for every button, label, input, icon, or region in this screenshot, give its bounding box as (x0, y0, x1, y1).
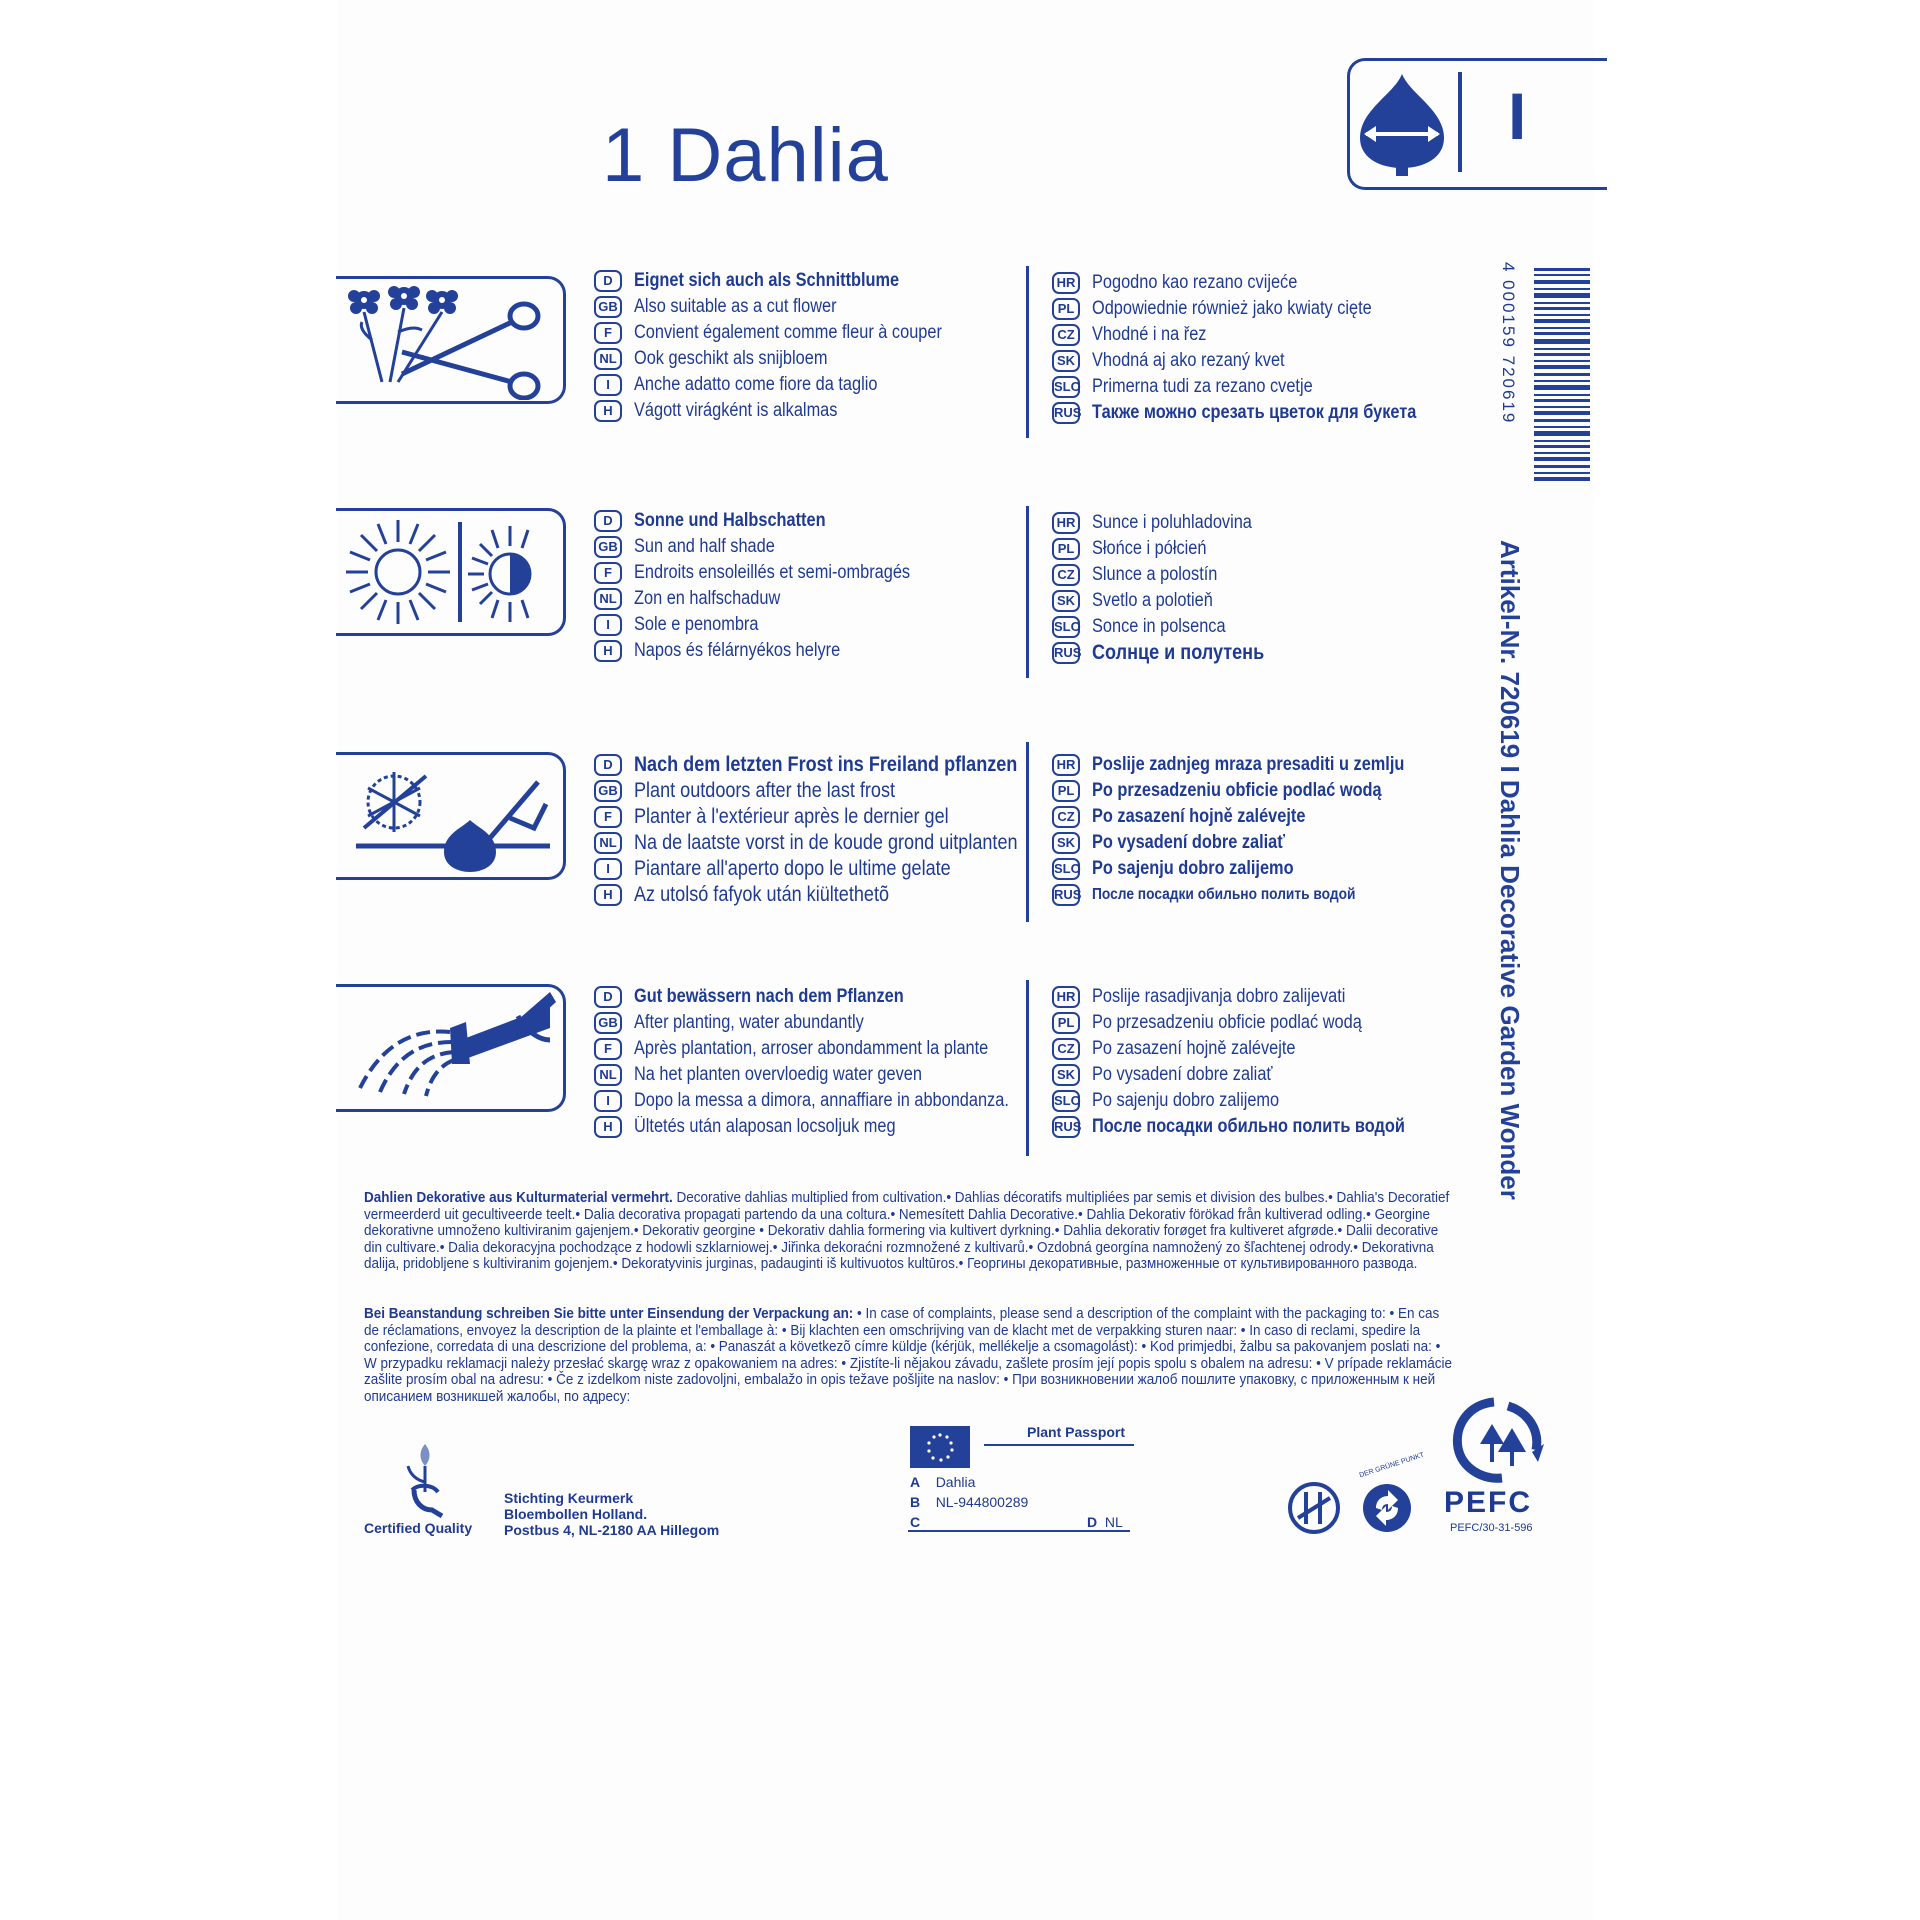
instruction-text: Après plantation, arroser abondamment la plante (634, 1038, 989, 1059)
instruction-text: Vhodná aj ako rezaný kvet (1092, 350, 1285, 371)
lang-code: SLO (1052, 376, 1080, 398)
lang-row (594, 586, 955, 612)
section-1-right (1052, 270, 1469, 426)
lang-code: RUS (1052, 884, 1080, 906)
instruction-text: Солнце и полутень (1092, 641, 1265, 664)
lang-row (1052, 856, 1455, 882)
lang-row (594, 804, 1080, 830)
lang-code: PL (1052, 780, 1080, 802)
lang-code: I (594, 1090, 622, 1112)
instruction-text: Zon en halfschaduw (634, 588, 781, 609)
lang-row (1052, 830, 1455, 856)
instruction-text: Napos és félárnyékos helyre (634, 640, 841, 661)
lang-code: HR (1052, 754, 1080, 776)
lang-code: H (594, 884, 622, 906)
passport-d-label: D (1087, 1514, 1098, 1530)
lang-code: D (594, 754, 622, 776)
lang-code: RUS (1052, 402, 1080, 424)
lang-code: GB (594, 780, 622, 802)
section-2-left (594, 508, 955, 664)
instruction-text: Sunce i poluhladovina (1092, 512, 1252, 533)
lang-row (1052, 1036, 1456, 1062)
instruction-text: Po zasazení hojně zalévejte (1092, 806, 1306, 827)
pefc-label: PEFC (1444, 1486, 1533, 1519)
instruction-text: Endroits ensoleillés et semi-ombragés (634, 562, 911, 583)
instruction-text: Nach dem letzten Frost ins Freiland pflanzen (634, 753, 1018, 776)
instruction-text: Slunce a polostín (1092, 564, 1218, 585)
instruction-text: Po przesadzeniu obficie podlać wodą (1092, 1012, 1362, 1033)
instruction-text: Gut bewässern nach dem Pflanzen (634, 986, 904, 1007)
lang-row (1052, 778, 1455, 804)
passport-a-value: Dahlia (935, 1474, 976, 1490)
instruction-text: Az utolsó fafyok után kiültethetõ (634, 883, 890, 906)
instruction-text: Convient également comme fleur à couper (634, 322, 942, 343)
lang-code: GB (594, 1012, 622, 1034)
instruction-text: Ook geschikt als snijbloem (634, 348, 828, 369)
section-1-divider (1026, 266, 1029, 438)
lang-code: SLO (1052, 616, 1080, 638)
bulb-box-separator (1458, 72, 1462, 172)
lang-code: NL (594, 588, 622, 610)
instruction-text: Po sajenju dobro zalijemo (1092, 1090, 1280, 1111)
lang-code: HR (1052, 986, 1080, 1008)
lang-code: H (594, 1116, 622, 1138)
lang-code: I (594, 614, 622, 636)
plant-passport-title: Plant Passport (1027, 1424, 1126, 1440)
instruction-text: Piantare all'aperto dopo le ultime gelate (634, 857, 951, 880)
lang-code: RUS (1052, 1116, 1080, 1138)
passport-row-d (1087, 1514, 1123, 1530)
lang-row (1052, 296, 1469, 322)
lang-row (594, 268, 992, 294)
lang-row (1052, 984, 1456, 1010)
lang-row (594, 1036, 1070, 1062)
instruction-text: Plant outdoors after the last frost (634, 779, 896, 802)
lang-row (594, 752, 1080, 778)
instruction-text: Sonce in polsenca (1092, 616, 1226, 637)
lang-row (1052, 1114, 1456, 1140)
lang-row (594, 1088, 1070, 1114)
instruction-text: Planter à l'extérieur après le dernier gel (634, 805, 949, 828)
cultivation-lead: Dahlien Dekorative aus Kulturmaterial vermehrt. (364, 1190, 673, 1206)
instruction-text: Po vysadení dobre zaliať (1092, 832, 1286, 853)
lang-row (594, 778, 1080, 804)
lang-code: NL (594, 832, 622, 854)
passport-a-label: A (910, 1474, 921, 1490)
green-dot-label: DER GRÜNE PUNKT (1358, 1451, 1426, 1480)
instruction-text: Vágott virágként is alkalmas (634, 400, 838, 421)
lang-row (1052, 348, 1469, 374)
passport-title-rule (984, 1444, 1134, 1446)
lang-row (594, 346, 992, 372)
lang-code: PL (1052, 1012, 1080, 1034)
lang-code: F (594, 322, 622, 344)
lang-code: SK (1052, 832, 1080, 854)
lang-row (1052, 882, 1455, 908)
cut-flower-icon (342, 282, 552, 400)
instruction-text: Słońce i półcień (1092, 538, 1207, 559)
section-4-right (1052, 984, 1456, 1140)
lang-code: NL (594, 348, 622, 370)
instruction-text: Po przesadzeniu obficie podlać wodą (1092, 780, 1382, 801)
instruction-text: После посадки обильно полить водой (1092, 1116, 1405, 1137)
passport-row-c-label: C (910, 1514, 921, 1530)
lang-code: HR (1052, 512, 1080, 534)
lang-code: I (594, 858, 622, 880)
lang-row (594, 1062, 1070, 1088)
passport-bottom-rule (908, 1530, 1130, 1532)
lang-row (594, 294, 992, 320)
lang-row (594, 612, 955, 638)
lang-row (1052, 1088, 1456, 1114)
lang-code: HR (1052, 272, 1080, 294)
lang-code: SK (1052, 1064, 1080, 1086)
lang-row (594, 560, 955, 586)
lang-row (1052, 614, 1292, 640)
instruction-text: После посадки обильно полить водой (1092, 886, 1356, 903)
lang-row (1052, 752, 1455, 778)
product-title: 1 Dahlia (602, 113, 889, 198)
lang-code: CZ (1052, 564, 1080, 586)
instruction-text: After planting, water abundantly (634, 1012, 864, 1033)
instruction-text: Dopo la messa a dimora, annaffiare in abbondanza. (634, 1090, 1009, 1111)
size-grade: I (1508, 79, 1527, 153)
complaints-body: • In case of complaints, please send a description of the complaint with the packaging to: • En cas de réclamations, envoyez la description de la plainte et l'emballage à: • Bij klachten een omschrijving van de klacht met de verpakking sturen naar: • In caso di reclami, spedire la confezione, corredata di una descrizione del problema, a: • Panaszát a következõ címre küldje (kérjük, mellékelje a csomagolást): • Kod primjedbi, žalbu sa pakovanjem poslati na: • W przypadku reklamacji należy przesłać skargę wraz z opakowaniem na adres: • Zjistíte-li nějakou závadu, zašlete prosím její popis spolu s obalem na adresu: • V prípade reklamácie zašlite prosím obal na adresu: • Če z izdelkom niste zadovoljni, embalažo in opis težave pošljite na naslov: • При возникновении жалоб пошлите упаковку, с приложенным к ней описанием возникшей жалобы, по адресу: (364, 1306, 1453, 1405)
lang-row (1052, 510, 1292, 536)
lang-row (594, 534, 955, 560)
lang-code: CZ (1052, 1038, 1080, 1060)
lang-code: F (594, 806, 622, 828)
address-line: Bloembollen Holland. (504, 1506, 648, 1522)
lang-row (594, 508, 955, 534)
keurmerk-logo-icon (398, 1440, 452, 1520)
instruction-text: Anche adatto come fiore da taglio (634, 374, 878, 395)
lang-row (1052, 562, 1292, 588)
passport-b-label: B (910, 1494, 921, 1510)
section-3-right (1052, 752, 1455, 908)
instruction-text: Sun and half shade (634, 536, 775, 557)
bulb-size-icon (1352, 70, 1452, 180)
lang-code: NL (594, 1064, 622, 1086)
lang-code: F (594, 1038, 622, 1060)
passport-row-b (910, 1494, 1028, 1510)
instruction-text: Po zasazení hojně zalévejte (1092, 1038, 1296, 1059)
lang-row (1052, 374, 1469, 400)
address-line: Stichting Keurmerk (504, 1490, 634, 1506)
lang-row (1052, 640, 1292, 666)
lang-code: SK (1052, 590, 1080, 612)
instruction-text: Ültetés után alaposan locsoljuk meg (634, 1116, 896, 1137)
cultivation-paragraph (364, 1190, 1452, 1273)
lang-code: CZ (1052, 806, 1080, 828)
lang-row (1052, 400, 1469, 426)
lang-code: F (594, 562, 622, 584)
certified-quality-label: Certified Quality (364, 1520, 473, 1536)
instruction-text: Po sajenju dobro zalijemo (1092, 858, 1294, 879)
section-1-left (594, 268, 992, 424)
instruction-text: Primerna tudi za rezano cvetje (1092, 376, 1313, 397)
passport-b-value: NL-944800289 (935, 1494, 1029, 1510)
lang-code: SLO (1052, 858, 1080, 880)
cultivation-body: Decorative dahlias multiplied from cultivation.• Dahlias décoratifs multipliées par semis et division des bulbes.• Dahlia's Decoratief vermeerderd uit gecultiveerde teelt.• Dalia decorativa propagati partendo da una coltura.• Nemesített Dahlia Decorative.• Dahlia Dekorativ förökad från kultiverad odling.• Georgine dekorativne umnoženo kultiviranim gajenjem.• Dekorativ georgine • Dekorativ dahlia formering via kultivert dyrkning.• Dahlia dekorativ forøget fra kultiveret afgrøde.• Dalii decorative din cultivare.• Dalia dekoracyjna pochodzące z hodowli szklarniowej.• Jiřinka dekoraćni rozmnožené z kultivarů.• Ozdobná georgína namnožený zo šľachtenej odrody.• Dekorativna dalija, pridobljene s kultiviranim gojenjem.• Dekoratyvinis jurginas, padauginti iš kultivuotos kultūros.• Георгины декоративные, размноженные от культивированного развода. (364, 1190, 1450, 1272)
lang-code: D (594, 510, 622, 532)
lang-row (1052, 804, 1455, 830)
instruction-text: Poslije zadnjeg mraza presaditi u zemlju (1092, 754, 1405, 775)
lang-row (594, 372, 992, 398)
lang-code: SLO (1052, 1090, 1080, 1112)
lang-row (594, 320, 992, 346)
lang-row (594, 856, 1080, 882)
lang-code: GB (594, 536, 622, 558)
lang-row (1052, 1062, 1456, 1088)
instruction-text: Vhodné i na řez (1092, 324, 1207, 345)
lang-row (1052, 1010, 1456, 1036)
instruction-text: Pogodno kao rezano cvijeće (1092, 272, 1298, 293)
lang-row (594, 984, 1070, 1010)
lang-row (1052, 270, 1469, 296)
instruction-text: Sole e penombra (634, 614, 759, 635)
section-4-left (594, 984, 1070, 1140)
lang-code: D (594, 986, 622, 1008)
lang-code: PL (1052, 538, 1080, 560)
passport-row-a (910, 1474, 975, 1490)
sun-half-shade-icon (342, 516, 560, 628)
plant-after-frost-icon (350, 758, 560, 874)
lang-code: SK (1052, 350, 1080, 372)
instruction-text: Sonne und Halbschatten (634, 510, 826, 531)
complaints-lead: Bei Beanstandung schreiben Sie bitte unter Einsendung der Verpackung an: (364, 1306, 854, 1322)
lang-code: I (594, 374, 622, 396)
lang-code: PL (1052, 298, 1080, 320)
section-3-left (594, 752, 1080, 908)
lang-row (594, 1010, 1070, 1036)
lang-row (594, 638, 955, 664)
instruction-text: Po vysadení dobre zaliať (1092, 1064, 1273, 1085)
lang-row (594, 1114, 1070, 1140)
lang-row (1052, 536, 1292, 562)
instruction-text: Odpowiednie również jako kwiaty cięte (1092, 298, 1372, 319)
lang-code: CZ (1052, 324, 1080, 346)
instruction-text: Eignet sich auch als Schnittblume (634, 270, 900, 291)
lang-code: H (594, 400, 622, 422)
pefc-code: PEFC/30-31-596 (1450, 1522, 1533, 1534)
lang-row (1052, 588, 1292, 614)
instruction-text: Svetlo a polotieň (1092, 590, 1213, 611)
lang-row (594, 398, 992, 424)
address-line: Postbus 4, NL-2180 AA Hillegom (504, 1522, 720, 1538)
section-2-divider (1026, 506, 1029, 678)
lang-row (594, 882, 1080, 908)
eu-flag-icon (910, 1426, 970, 1468)
watering-can-icon (350, 988, 560, 1104)
article-vertical-text: Artikel-Nr. 720619 I Dahlia Decorative Garden Wonder (1495, 540, 1525, 1200)
lang-row (594, 830, 1080, 856)
instruction-text: Also suitable as a cut flower (634, 296, 837, 317)
lang-code: GB (594, 296, 622, 318)
instruction-text: Также можно срезать цветок для букета (1092, 402, 1417, 423)
barcode-number: 4 000159 720619 (1499, 262, 1518, 425)
green-dot-icon (1354, 1470, 1420, 1536)
keurmerk-address (504, 1490, 719, 1538)
lang-code: RUS (1052, 642, 1080, 664)
lang-row (1052, 322, 1469, 348)
instruction-text: Poslije rasadjivanja dobro zalijevati (1092, 986, 1346, 1007)
section-2-right (1052, 510, 1292, 666)
complaints-paragraph (364, 1306, 1452, 1405)
passport-d-value: NL (1104, 1514, 1123, 1530)
lang-code: D (594, 270, 622, 292)
instruction-text: Na het planten overvloedig water geven (634, 1064, 922, 1085)
pefc-logo-icon (1448, 1394, 1548, 1484)
do-not-litter-icon (1286, 1480, 1342, 1536)
lang-code: H (594, 640, 622, 662)
instruction-text: Na de laatste vorst in de koude grond uitplanten (634, 831, 1018, 854)
